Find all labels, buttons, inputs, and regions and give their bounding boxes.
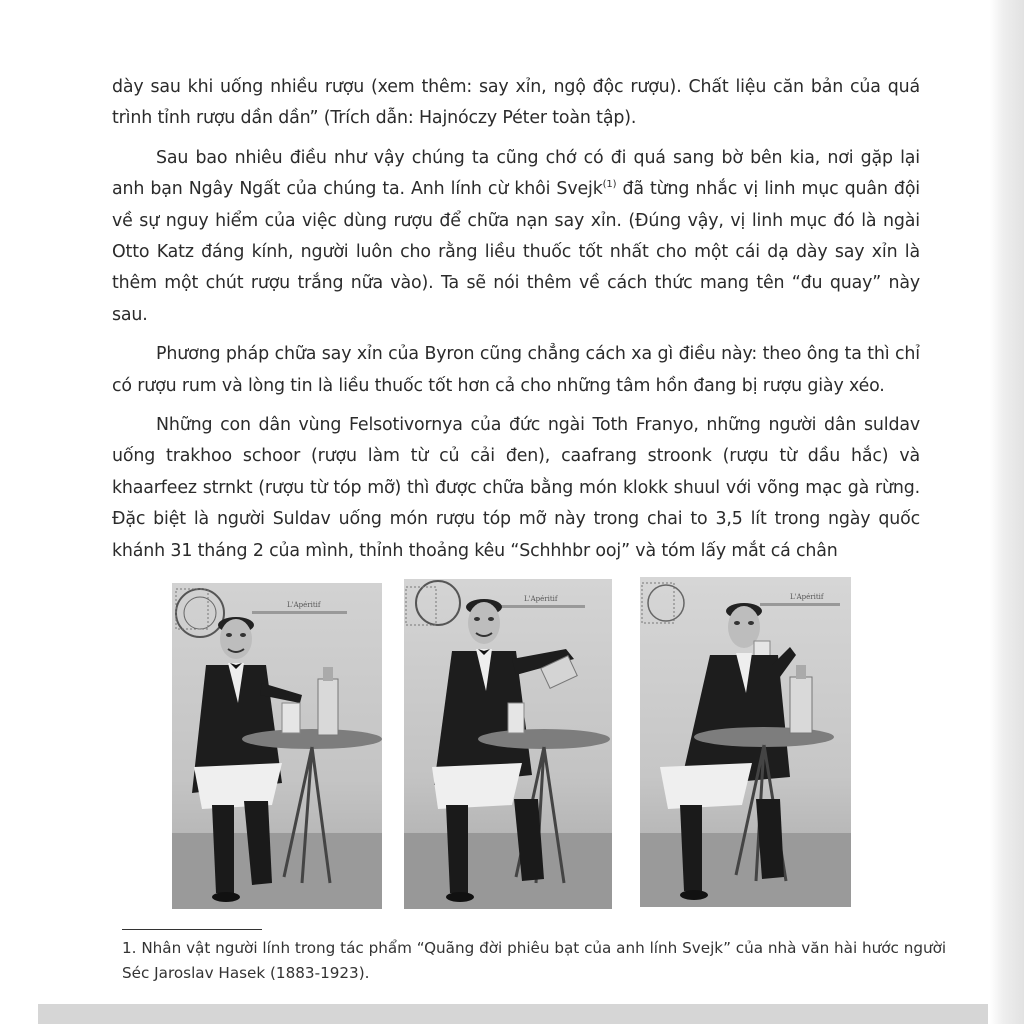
paragraph-2-text-b: đã từng nhắc vị linh mục quân đội về sự nguy hiểm của việc dùng rượu để chữa nạn say xỉn. (Đúng vậy, vị linh mục đó là ngài Otto Katz đáng kính, người luôn cho rằng liều thuốc tốt nhất cho một cái dạ dày say xỉn là thêm một chút rượu trắng nữa vào). Ta sẽ nói thêm về cách thức mang tên “đu quay” này sau. bbox=[112, 179, 920, 325]
footnote-ref[interactable]: (1) bbox=[602, 179, 617, 191]
photo-2 bbox=[404, 579, 612, 909]
paragraph-1: dày sau khi uống nhiều rượu (xem thêm: say xỉn, ngộ độc rượu). Chất liệu căn bản của quá trình tỉnh rượu dần dần” (Trích dẫn: Hajnóczy Péter toàn tập). bbox=[112, 77, 920, 129]
paragraph-2 bbox=[112, 143, 920, 331]
body-text bbox=[112, 72, 920, 575]
photo-3-image bbox=[640, 577, 851, 907]
photo-2-image bbox=[404, 579, 612, 909]
paragraph-3: Phương pháp chữa say xỉn của Byron cũng chẳng cách xa gì điều này: theo ông ta thì chỉ có rượu rum và lòng tin là liều thuốc tốt hơn cả cho những tâm hồn đang bị rượu giày xéo. bbox=[112, 344, 920, 396]
paragraph-2-text-a: Sau bao nhiêu điều như vậy chúng ta cũng chớ có đi quá sang bờ bên kia, nơi gặp lại anh bạn Ngây Ngất của chúng ta. Anh lính cừ khôi Svejk bbox=[112, 147, 920, 200]
photo-1-caption: L'Apéritif bbox=[287, 601, 321, 609]
photo-1 bbox=[172, 583, 382, 909]
photo-3 bbox=[640, 577, 851, 907]
photo-1-image bbox=[172, 583, 382, 909]
paragraph-4: Những con dân vùng Felsotivornya của đức ngài Toth Franyo, những người dân suldav uống trakhoo schoor (rượu làm từ củ cải đen), caafrang stroonk (rượu từ dầu hắc) và khaarfeez strnkt (rượu từ tóp mỡ) thì được chữa bằng món klokk shuul với võng mạc gà rừng. Đặc biệt là người Suldav uống món rượu tóp mỡ này trong chai to 3,5 lít trong ngày quốc khánh 31 tháng 2 của mình, thỉnh thoảng kêu “Schhhbr ooj” và tóm lấy mắt cá chân bbox=[112, 415, 920, 561]
bottom-band bbox=[38, 1004, 988, 1024]
footnote: 1. Nhân vật người lính trong tác phẩm “Quãng đời phiêu bạt của anh lính Svejk” của nhà văn hài hước người Séc Jaroslav Hasek (1883-1923). bbox=[122, 939, 947, 982]
photo-3-caption: L'Apéritif bbox=[790, 593, 824, 601]
footnote-rule bbox=[122, 929, 262, 930]
photo-strip bbox=[0, 575, 1024, 915]
photo-2-caption: L'Apéritif bbox=[524, 595, 558, 603]
